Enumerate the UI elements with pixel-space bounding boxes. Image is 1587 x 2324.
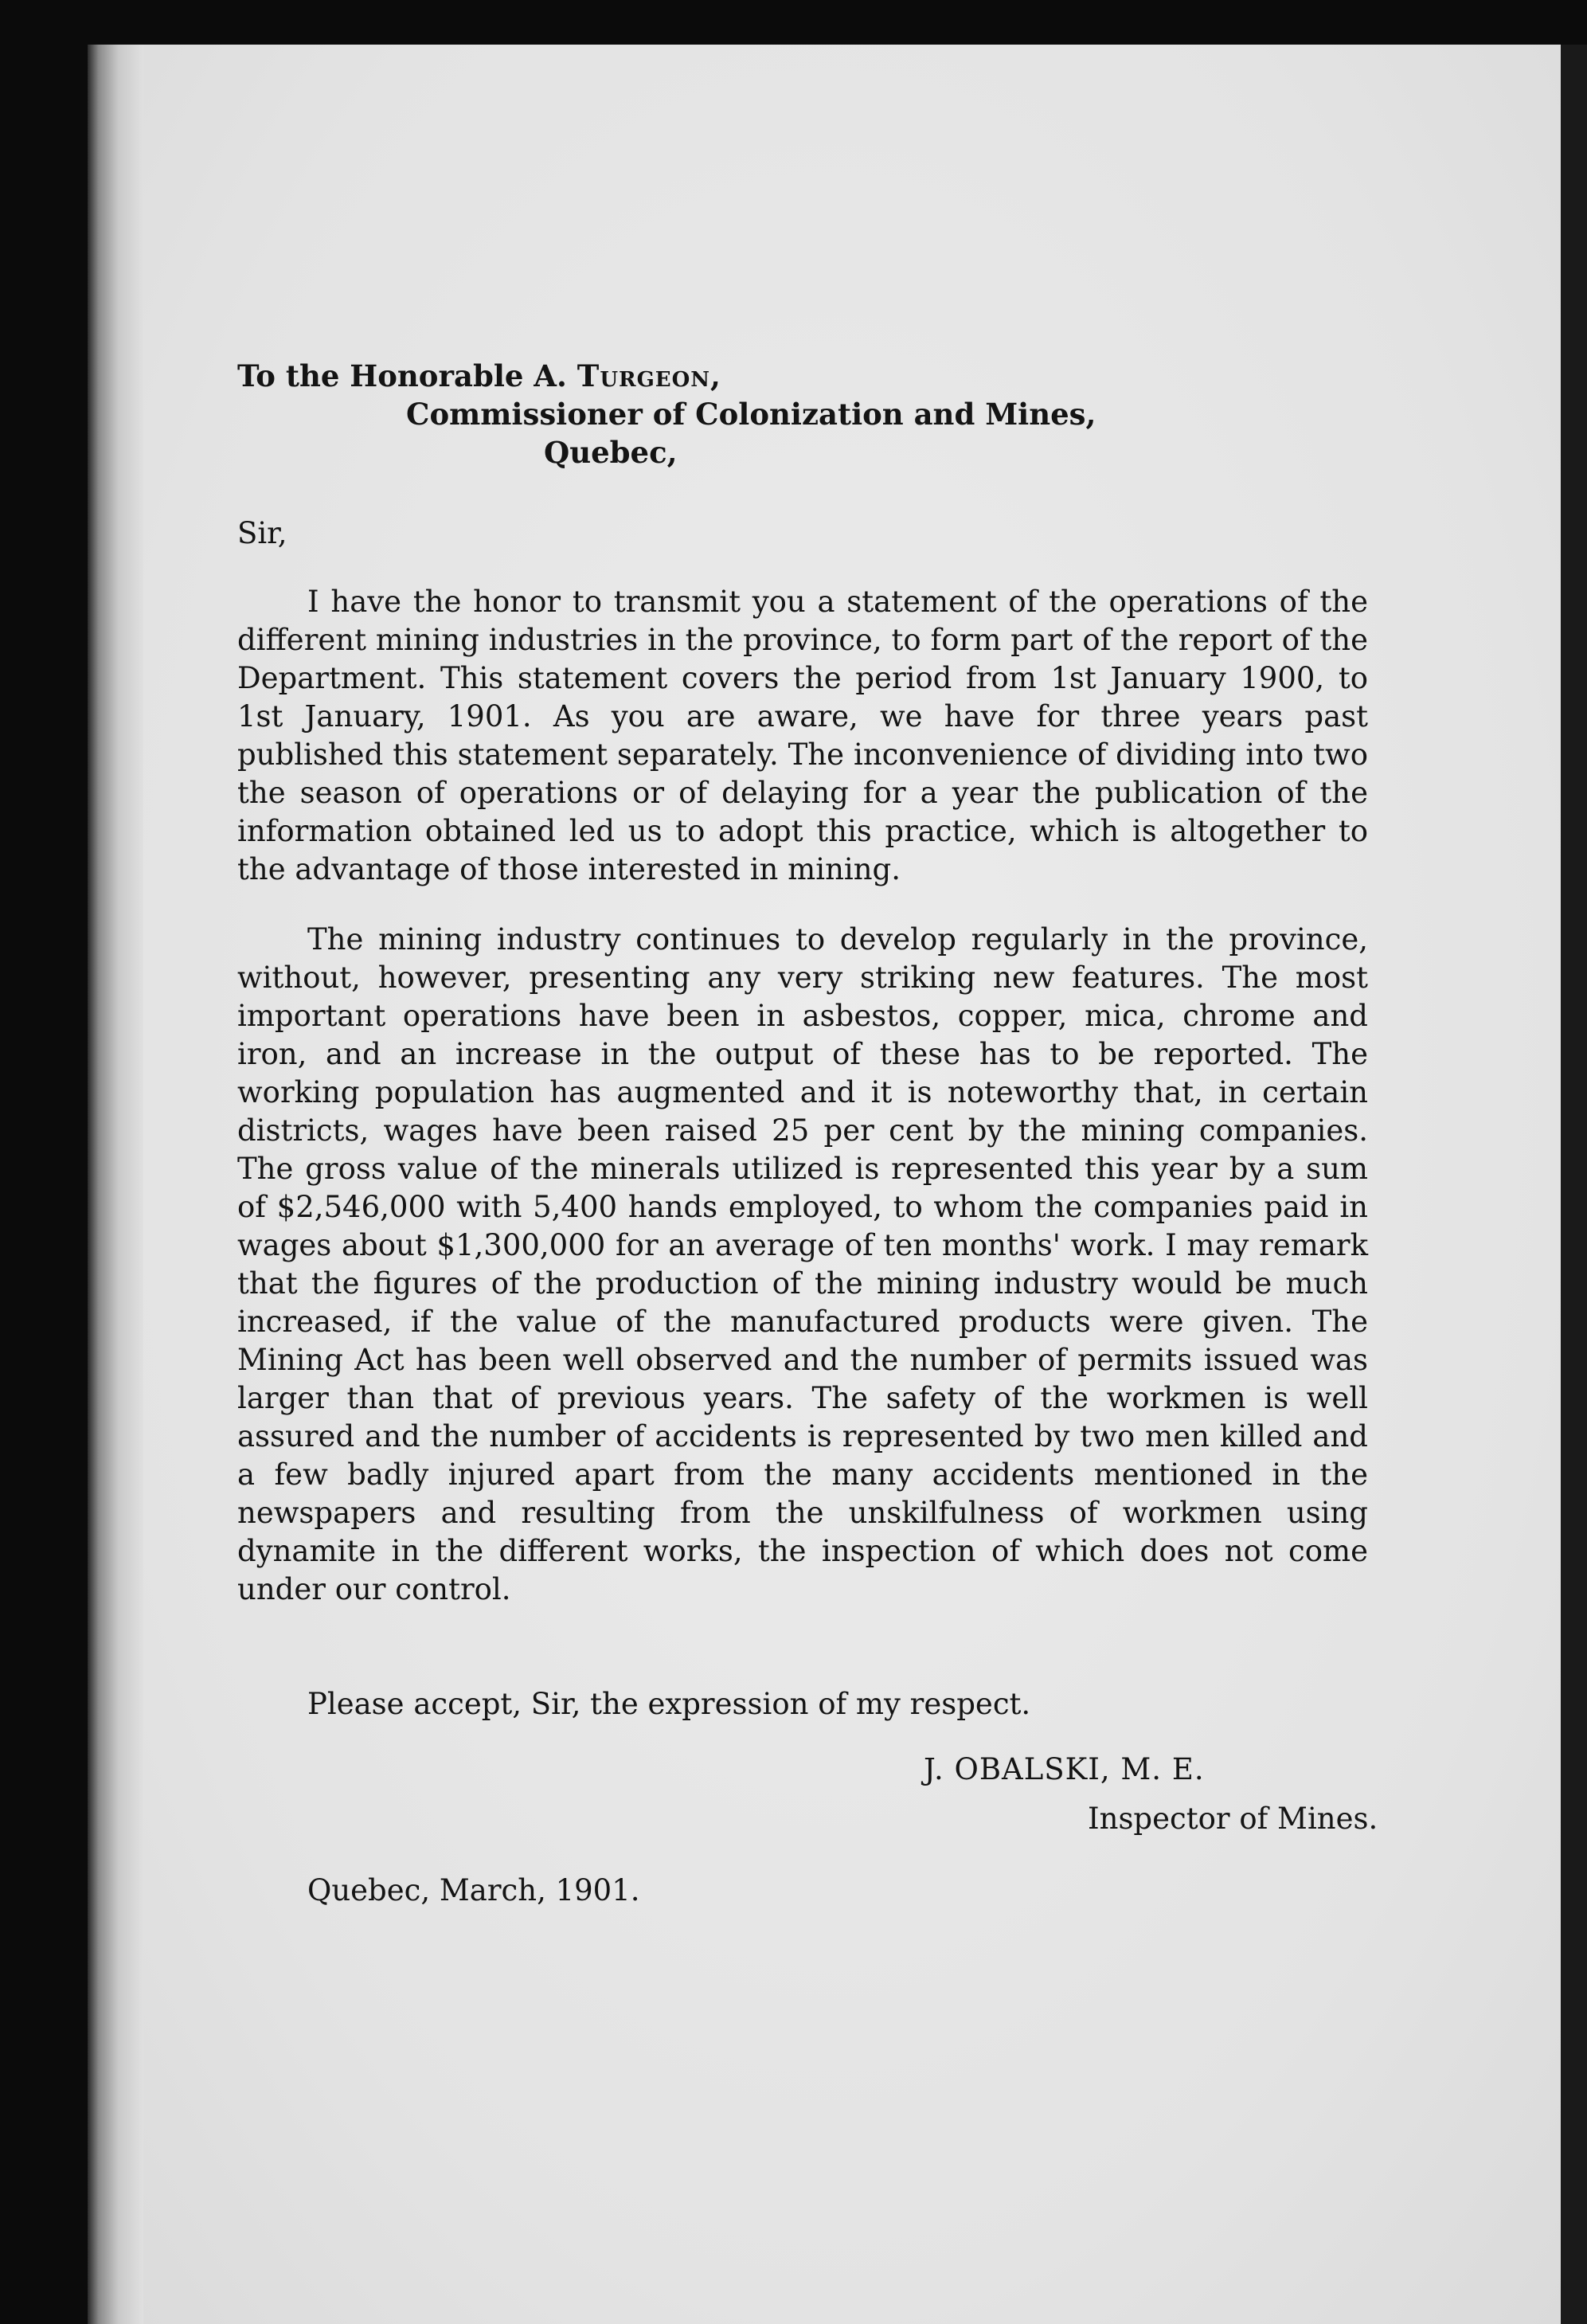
- date-line: Quebec, March, 1901.: [307, 1873, 640, 1907]
- addressee-name: Turgeon,: [577, 358, 721, 393]
- addressee-line-2: Commissioner of Colonization and Mines,: [406, 397, 1096, 432]
- signature: J. OBALSKI, M. E.: [924, 1752, 1205, 1786]
- page-right-edge: [1561, 45, 1587, 2324]
- addressee-prefix: To the Honorable A.: [237, 358, 567, 393]
- addressee-line-1: [237, 357, 1384, 395]
- page-gutter-shadow: [88, 45, 143, 2324]
- paragraph-1: I have the honor to transmit you a statement of the operations of the different mining industries in the province, to form part of the report of the Department. This statement covers the period from 1st January 1900, to 1st January, 1901. As you are aware, we have for three years past published this statement separately. The inconvenience of dividing into two the season of operations or of delaying for a year the publication of the information obtained led us to adopt this practice, which is altogether to the advantage of those interested in mining.: [237, 585, 1368, 886]
- salutation: Sir,: [237, 516, 287, 550]
- paragraph-2: The mining industry continues to develop regularly in the province, without, however, presenting any very striking new features. The most important operations have been in asbestos, copper, mica, chrome and iron, and an increase in the output of these has to be reported. The working population has augmented and it is noteworthy that, in certain districts, wages have been raised 25 per cent by the mining companies. The gross value of the minerals utilized is represented this year by a sum of $2,546,000 with 5,400 hands employed, to whom the companies paid in wages about $1,300,000 for an average of ten months' work. I may remark that the figures of the production of the mining industry would be much increased, if the value of the manufactured products were given. The Mining Act has been well observed and the number of permits issued was larger than that of previous years. The safety of the workmen is well assured and the number of accidents is represented by two men killed and a few badly injured apart from the many accidents mentioned in the newspapers and resulting from the unskilfulness of workmen using dynamite in the different works, the inspection of which does not come under our control.: [237, 922, 1368, 1606]
- signature-title: Inspector of Mines.: [1088, 1802, 1378, 1836]
- addressee-block: [237, 357, 1384, 471]
- letter-body: [237, 583, 1368, 1641]
- addressee-line-3: Quebec,: [544, 435, 678, 470]
- closing-line: Please accept, Sir, the expression of my respect.: [307, 1687, 1031, 1721]
